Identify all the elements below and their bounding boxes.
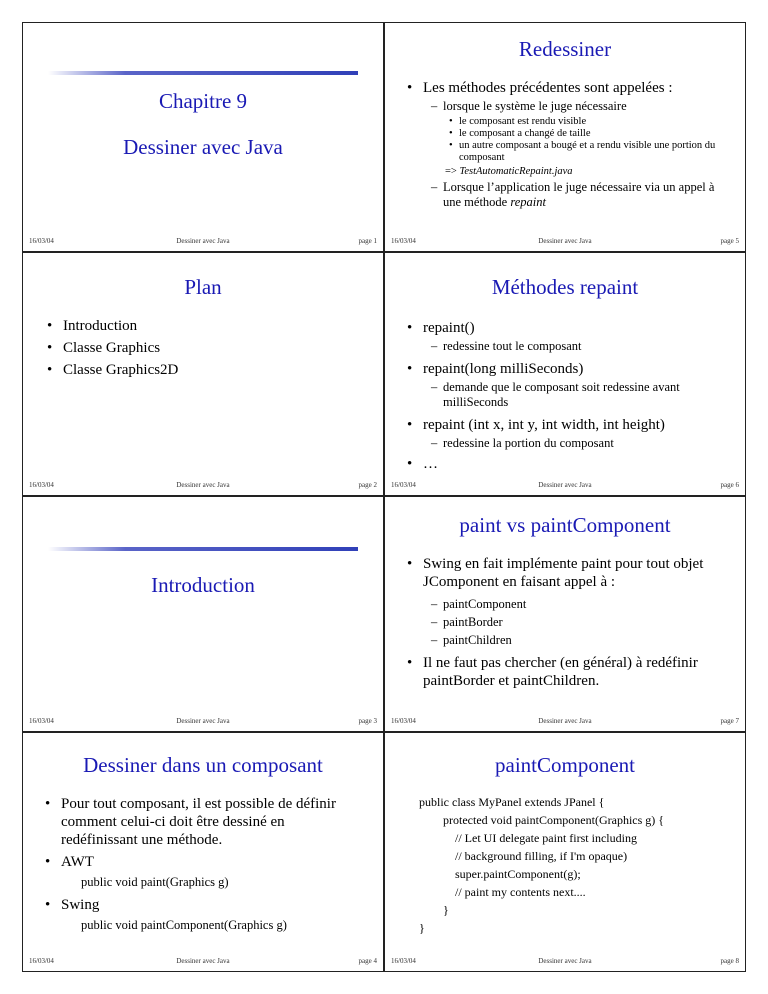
slide-2 (22, 252, 384, 496)
footer-page: page 4 (358, 957, 377, 965)
footer-center: Dessiner avec Java (538, 717, 592, 725)
code-line: protected void paintComponent(Graphics g) { (419, 813, 665, 827)
slide-title: Redessiner (518, 37, 612, 61)
bullet: • Les méthodes précédentes sont appelées : (407, 79, 731, 97)
arrow-prefix: => (445, 166, 457, 177)
code-line: } (419, 903, 449, 917)
footer-page: page 3 (358, 717, 377, 725)
title-bar (48, 71, 358, 75)
bullet: • repaint(long milliSeconds) (407, 360, 731, 378)
slide-4 (22, 732, 384, 972)
bullet: • Introduction (47, 317, 369, 335)
bullet: • repaint() (407, 319, 731, 337)
footer-date: 16/03/04 (29, 957, 54, 965)
footer-date: 16/03/04 (391, 717, 416, 725)
code-line: // Let UI delegate paint first including (419, 831, 637, 845)
footer-date: 16/03/04 (391, 237, 416, 245)
footer-page: page 1 (358, 237, 377, 245)
slide-title: Méthodes repaint (491, 275, 639, 299)
slide-title: paintComponent (495, 753, 635, 777)
sub-sub-bullet: • un autre composant a bougé et a rendu visible une portion du composant (407, 140, 731, 164)
footer-center: Dessiner avec Java (176, 717, 230, 725)
footer-center: Dessiner avec Java (538, 237, 592, 245)
footer-date: 16/03/04 (29, 481, 54, 489)
emphasis: repaint (510, 195, 546, 209)
slide-5 (384, 22, 746, 252)
footer-date: 16/03/04 (391, 481, 416, 489)
slide-6 (384, 252, 746, 496)
sub-bullet (407, 180, 731, 210)
code-line: // paint my contents next.... (419, 885, 586, 899)
sub-bullet: – paintBorder (407, 615, 721, 630)
footer-center: Dessiner avec Java (538, 957, 592, 965)
file-reference (407, 166, 731, 178)
footer-page: page 6 (720, 481, 739, 489)
footer-center: Dessiner avec Java (176, 957, 230, 965)
sub-bullet: – paintComponent (407, 597, 721, 612)
footer-page: page 2 (358, 481, 377, 489)
slide-title: Dessiner dans un composant (83, 753, 323, 777)
footer-page: page 7 (720, 717, 739, 725)
bullet: • repaint (int x, int y, int width, int height) (407, 416, 731, 434)
bullet: • Swing en fait implémente paint pour tout objet JComponent en faisant appel à : (407, 555, 721, 591)
title-bar (48, 547, 358, 551)
bullet: • AWT (45, 853, 365, 871)
footer-page: page 5 (720, 237, 739, 245)
footer-center: Dessiner avec Java (176, 481, 230, 489)
code-line: public class MyPanel extends JPanel { (419, 795, 605, 809)
bullet: • Il ne faut pas chercher (en général) à redéfinir paintBorder et paintChildren. (407, 654, 721, 690)
slide-title: Introduction (151, 573, 255, 597)
bullet: • … (407, 455, 731, 473)
slide-subtitle: Dessiner avec Java (123, 135, 283, 159)
code-signature: public void paintComponent(Graphics g) (81, 918, 287, 932)
code-line: } (419, 921, 425, 935)
file-name: TestAutomaticRepaint.java (459, 166, 573, 177)
code-line: super.paintComponent(g); (419, 867, 581, 881)
footer-center: Dessiner avec Java (176, 237, 230, 245)
sub-bullet: – paintChildren (407, 633, 721, 648)
slide-1 (22, 22, 384, 252)
sub-bullet: – demande que le composant soit redessine avant milliSeconds (407, 380, 731, 410)
footer-date: 16/03/04 (391, 957, 416, 965)
slide-title: Plan (184, 275, 222, 299)
sub-sub-bullet: • le composant a changé de taille (407, 128, 731, 140)
slide-7 (384, 496, 746, 732)
sub-bullet-text: Lorsque l’application le juge nécessaire via un appel à une méthode (443, 180, 715, 209)
code-line: // background filling, if I'm opaque) (419, 849, 628, 863)
footer-date: 16/03/04 (29, 237, 54, 245)
bullet: • Swing (45, 896, 365, 914)
footer-center: Dessiner avec Java (538, 481, 592, 489)
bullet: • Classe Graphics2D (47, 361, 369, 379)
sub-bullet: – redessine la portion du composant (407, 436, 731, 451)
bullet: • Pour tout composant, il est possible de définir comment celui-ci doit être dessiné en redéfinissant une méthode. (45, 795, 365, 849)
slide-8 (384, 732, 746, 972)
slide-3 (22, 496, 384, 732)
sub-bullet: – redessine tout le composant (407, 339, 731, 354)
code-signature: public void paint(Graphics g) (81, 875, 229, 889)
sub-bullet: – lorsque le système le juge nécessaire (407, 99, 731, 114)
slide-title: Chapitre 9 (158, 89, 248, 113)
footer-page: page 8 (720, 957, 739, 965)
footer-date: 16/03/04 (29, 717, 54, 725)
sub-sub-bullet: • le composant est rendu visible (407, 116, 731, 128)
bullet: • Classe Graphics (47, 339, 369, 357)
slide-title: paint vs paintComponent (459, 513, 671, 537)
